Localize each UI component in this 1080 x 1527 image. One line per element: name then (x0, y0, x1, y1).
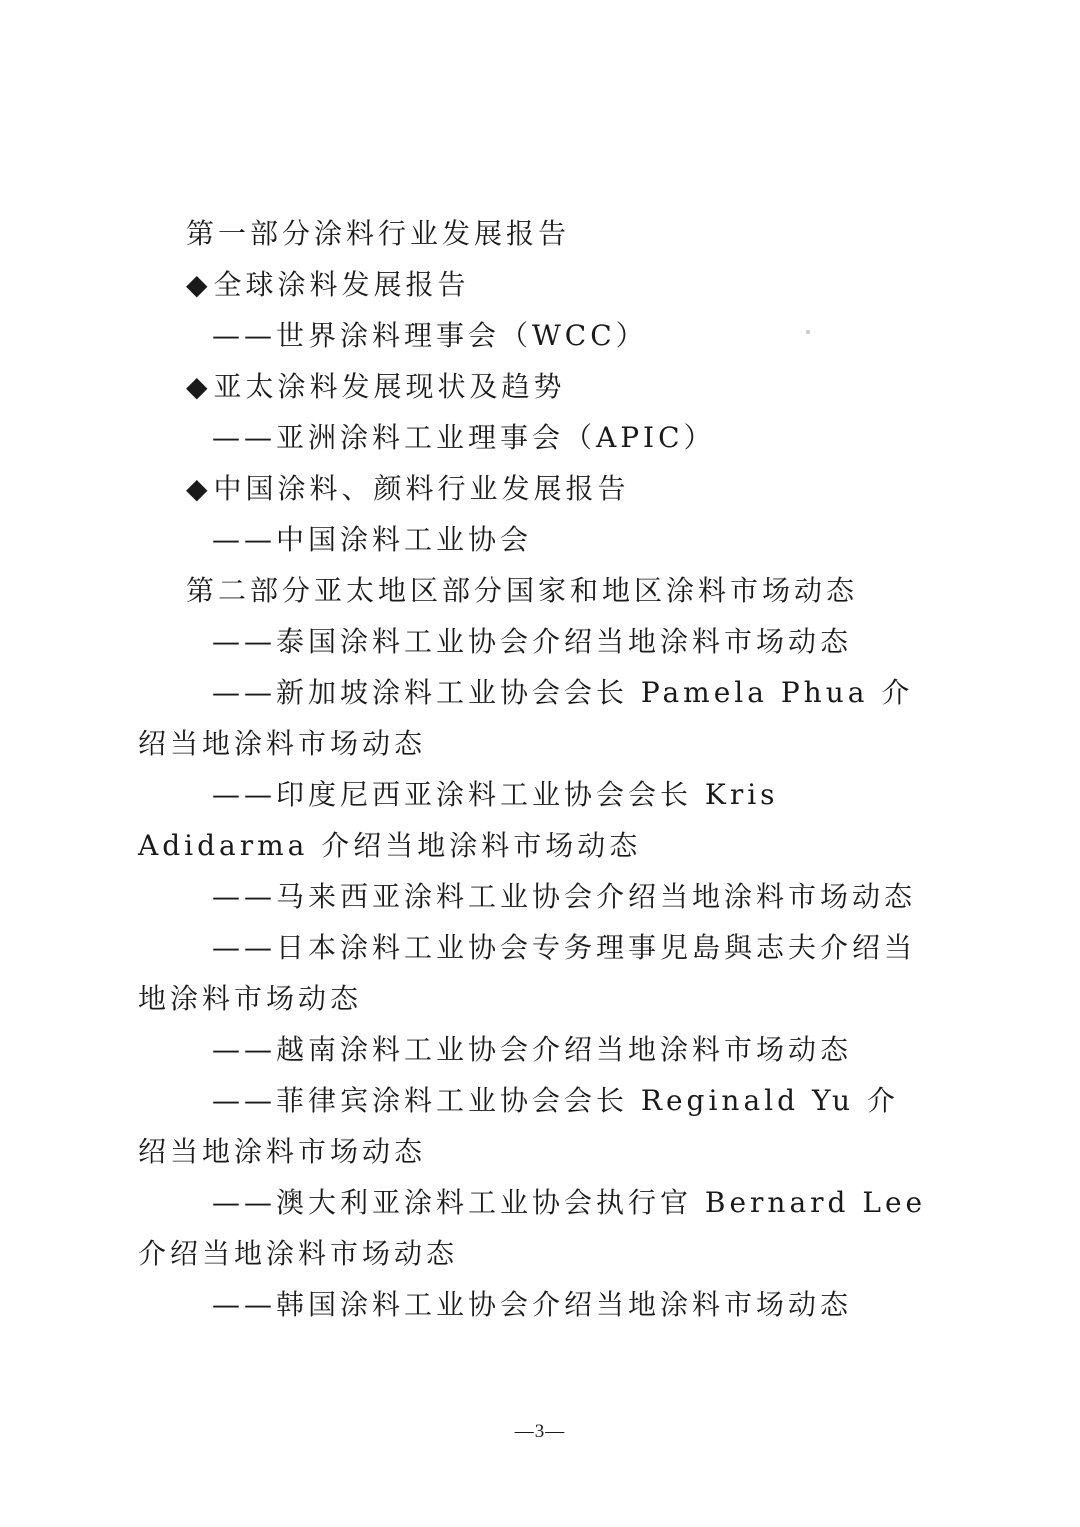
item2-source: ——亚洲涂料工业理事会（APIC） (212, 421, 716, 454)
market-item-thailand: ——泰国涂料工业协会介绍当地涂料市场动态 (212, 625, 853, 658)
diamond-bullet-icon: ◆ (186, 268, 212, 301)
part1-heading: 第一部分涂料行业发展报告 (186, 217, 571, 250)
market-item-philippines: ——菲律宾涂料工业协会会长 Reginald Yu 介绍当地涂料市场动态 (138, 1084, 899, 1168)
part2-heading: 第二部分亚太地区部分国家和地区涂料市场动态 (186, 574, 859, 607)
market-item-singapore: ——新加坡涂料工业协会会长 Pamela Phua 介绍当地涂料市场动态 (138, 676, 914, 760)
item2-title: 亚太涂料发展现状及趋势 (213, 370, 566, 403)
item1-title: 全球涂料发展报告 (213, 268, 470, 301)
page-number: —3— (514, 1421, 566, 1442)
diamond-bullet-icon: ◆ (186, 370, 212, 403)
item1-source: ——世界涂料理事会（WCC） (212, 319, 648, 352)
item1-title-line (138, 259, 928, 310)
item3-title: 中国涂料、颜料行业发展报告 (213, 472, 630, 505)
market-item-japan: ——日本涂料工业协会专务理事児島與志夫介绍当地涂料市场动态 (138, 931, 917, 1015)
diamond-bullet-icon: ◆ (186, 472, 212, 505)
document-body (138, 208, 928, 1330)
market-item-malaysia: ——马来西亚涂料工业协会介绍当地涂料市场动态 (212, 880, 917, 913)
item3-source: ——中国涂料工业协会 (212, 523, 533, 556)
market-item-indonesia: ——印度尼西亚涂料工业协会会长 Kris Adidarma 介绍当地涂料市场动态 (138, 778, 779, 862)
item2-title-line (138, 361, 928, 412)
market-item-vietnam: ——越南涂料工业协会介绍当地涂料市场动态 (212, 1033, 853, 1066)
market-item-korea: ——韩国涂料工业协会介绍当地涂料市场动态 (212, 1288, 853, 1321)
item3-title-line (138, 463, 928, 514)
market-item-australia: ——澳大利亚涂料工业协会执行官 Bernard Lee 介绍当地涂料市场动态 (138, 1186, 927, 1270)
